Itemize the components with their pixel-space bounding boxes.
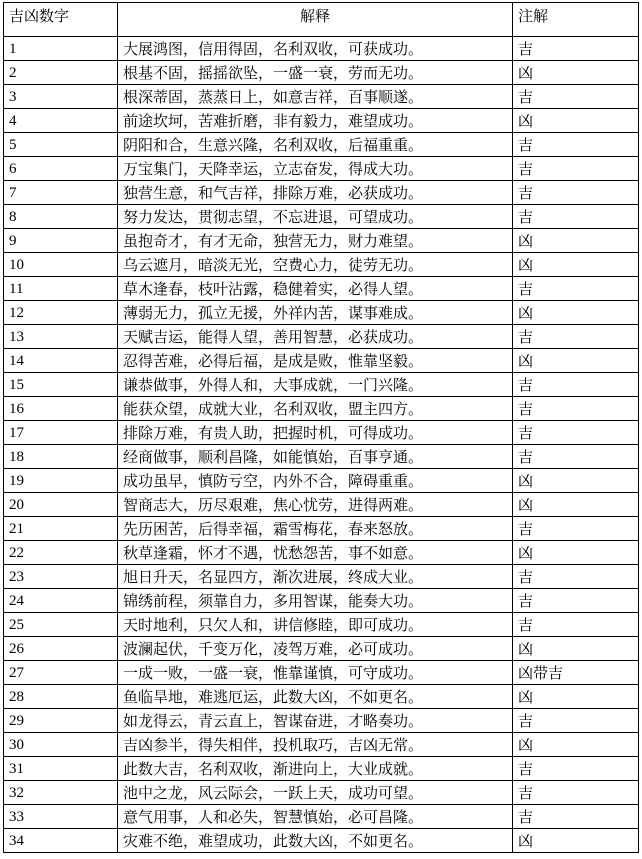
meaning-cell: 草木逢春，枝叶沾露，稳健着实，必得人望。: [118, 277, 513, 301]
table-row: [4, 709, 639, 733]
number-cell: 12: [4, 301, 118, 325]
meaning-cell: 大展鸿图，信用得固，名利双收，可获成功。: [118, 37, 513, 61]
table-row: [4, 229, 639, 253]
number-cell: 24: [4, 589, 118, 613]
number-cell: 16: [4, 397, 118, 421]
note-cell: 吉: [513, 205, 639, 229]
table-row: [4, 637, 639, 661]
number-cell: 3: [4, 85, 118, 109]
table-row: [4, 277, 639, 301]
number-cell: 17: [4, 421, 118, 445]
number-cell: 8: [4, 205, 118, 229]
note-cell: 凶: [513, 493, 639, 517]
note-cell: 凶: [513, 637, 639, 661]
note-cell: 吉: [513, 781, 639, 805]
note-cell: 凶带吉: [513, 661, 639, 685]
meaning-cell: 能获众望，成就大业，名利双收，盟主四方。: [118, 397, 513, 421]
meaning-cell: 成功虽早，慎防亏空，内外不合，障碍重重。: [118, 469, 513, 493]
table-row: [4, 517, 639, 541]
note-cell: 凶: [513, 685, 639, 709]
table-row: [4, 181, 639, 205]
meaning-cell: 经商做事，顺利昌隆，如能慎始，百事亨通。: [118, 445, 513, 469]
table-row: [4, 85, 639, 109]
meaning-cell: 根基不固，摇摇欲坠，一盛一衰，劳而无功。: [118, 61, 513, 85]
number-cell: 29: [4, 709, 118, 733]
number-cell: 32: [4, 781, 118, 805]
note-cell: 凶: [513, 349, 639, 373]
table-row: [4, 733, 639, 757]
meaning-cell: 天赋吉运，能得人望，善用智慧，必获成功。: [118, 325, 513, 349]
meaning-cell: 一成一败，一盛一衰，惟靠谨慎，可守成功。: [118, 661, 513, 685]
table-row: [4, 157, 639, 181]
note-cell: 吉: [513, 589, 639, 613]
number-cell: 10: [4, 253, 118, 277]
meaning-cell: 锦绣前程，须靠自力，多用智谋，能奏大功。: [118, 589, 513, 613]
number-cell: 30: [4, 733, 118, 757]
table-row: [4, 373, 639, 397]
note-cell: 吉: [513, 613, 639, 637]
number-cell: 26: [4, 637, 118, 661]
table-row: [4, 469, 639, 493]
note-cell: 吉: [513, 805, 639, 829]
table-row: [4, 613, 639, 637]
meaning-cell: 此数大吉，名利双收，渐进向上，大业成就。: [118, 757, 513, 781]
meaning-cell: 薄弱无力，孤立无援，外祥内苦，谋事难成。: [118, 301, 513, 325]
note-cell: 凶: [513, 541, 639, 565]
meaning-cell: 波澜起伏，千变万化，凌驾万难，必可成功。: [118, 637, 513, 661]
note-cell: 凶: [513, 829, 639, 853]
number-cell: 4: [4, 109, 118, 133]
table-row: [4, 421, 639, 445]
number-cell: 31: [4, 757, 118, 781]
number-cell: 6: [4, 157, 118, 181]
number-cell: 19: [4, 469, 118, 493]
table-row: [4, 205, 639, 229]
table-row: [4, 445, 639, 469]
note-cell: 凶: [513, 301, 639, 325]
table-row: [4, 325, 639, 349]
meaning-cell: 吉凶参半，得失相伴，投机取巧，吉凶无常。: [118, 733, 513, 757]
meaning-cell: 意气用事，人和必失，智慧慎始，必可昌隆。: [118, 805, 513, 829]
header-row: [4, 3, 639, 37]
meaning-cell: 前途坎坷，苦难折磨，非有毅力，难望成功。: [118, 109, 513, 133]
note-cell: 吉: [513, 181, 639, 205]
table-row: [4, 397, 639, 421]
number-cell: 2: [4, 61, 118, 85]
table-row: [4, 565, 639, 589]
note-cell: 凶: [513, 469, 639, 493]
meaning-cell: 乌云遮月，暗淡无光，空费心力，徒劳无功。: [118, 253, 513, 277]
meaning-cell: 根深蒂固，蒸蒸日上，如意吉祥，百事顺遂。: [118, 85, 513, 109]
number-cell: 28: [4, 685, 118, 709]
note-cell: 凶: [513, 733, 639, 757]
meaning-cell: 独营生意，和气吉祥，排除万难，必获成功。: [118, 181, 513, 205]
number-cell: 25: [4, 613, 118, 637]
note-cell: 吉: [513, 709, 639, 733]
number-cell: 11: [4, 277, 118, 301]
table-row: [4, 541, 639, 565]
number-cell: 5: [4, 133, 118, 157]
table-row: [4, 61, 639, 85]
table-body: [4, 37, 639, 853]
number-cell: 18: [4, 445, 118, 469]
number-cell: 23: [4, 565, 118, 589]
note-cell: 吉: [513, 421, 639, 445]
number-cell: 33: [4, 805, 118, 829]
table-row: [4, 253, 639, 277]
number-cell: 14: [4, 349, 118, 373]
note-cell: 吉: [513, 325, 639, 349]
meaning-cell: 先历困苦，后得幸福，霜雪梅花，春来怒放。: [118, 517, 513, 541]
meaning-cell: 排除万难，有贵人助，把握时机，可得成功。: [118, 421, 513, 445]
table-row: [4, 589, 639, 613]
meaning-cell: 智商志大，历尽艰难，焦心忧劳，进得两难。: [118, 493, 513, 517]
meaning-cell: 旭日升天，名显四方，渐次进展，终成大业。: [118, 565, 513, 589]
number-cell: 15: [4, 373, 118, 397]
table-row: [4, 757, 639, 781]
meaning-cell: 天时地利，只欠人和，讲信修睦，即可成功。: [118, 613, 513, 637]
number-cell: 7: [4, 181, 118, 205]
note-cell: 吉: [513, 157, 639, 181]
table-row: [4, 805, 639, 829]
number-cell: 13: [4, 325, 118, 349]
table-row: [4, 301, 639, 325]
meaning-cell: 秋草逢霜，怀才不遇，忧愁怨苦，事不如意。: [118, 541, 513, 565]
meaning-cell: 池中之龙，风云际会，一跃上天，成功可望。: [118, 781, 513, 805]
meaning-cell: 鱼临旱地，难逃厄运，此数大凶，不如更名。: [118, 685, 513, 709]
note-cell: 凶: [513, 229, 639, 253]
table-row: [4, 781, 639, 805]
note-cell: 吉: [513, 565, 639, 589]
header-note: 注解: [513, 3, 639, 37]
meaning-cell: 阴阳和合，生意兴隆，名利双收，后福重重。: [118, 133, 513, 157]
number-cell: 9: [4, 229, 118, 253]
header-number: 吉凶数字: [4, 3, 118, 37]
meaning-cell: 虽抱奇才，有才无命，独营无力，财力难望。: [118, 229, 513, 253]
meaning-cell: 万宝集门，天降幸运，立志奋发，得成大功。: [118, 157, 513, 181]
meaning-cell: 忍得苦难，必得后福，是成是败，惟靠坚毅。: [118, 349, 513, 373]
header-meaning: 解释: [118, 3, 513, 37]
table-row: [4, 829, 639, 853]
note-cell: 吉: [513, 445, 639, 469]
number-cell: 21: [4, 517, 118, 541]
note-cell: 吉: [513, 85, 639, 109]
table-row: [4, 661, 639, 685]
note-cell: 凶: [513, 109, 639, 133]
table-row: [4, 349, 639, 373]
number-cell: 27: [4, 661, 118, 685]
meaning-cell: 如龙得云，青云直上，智谋奋进，才略奏功。: [118, 709, 513, 733]
meaning-cell: 灾难不绝，难望成功，此数大凶，不如更名。: [118, 829, 513, 853]
table-row: [4, 493, 639, 517]
number-cell: 20: [4, 493, 118, 517]
note-cell: 凶: [513, 61, 639, 85]
note-cell: 吉: [513, 373, 639, 397]
number-cell: 1: [4, 37, 118, 61]
note-cell: 吉: [513, 277, 639, 301]
table-row: [4, 685, 639, 709]
note-cell: 吉: [513, 133, 639, 157]
number-cell: 34: [4, 829, 118, 853]
table-row: [4, 37, 639, 61]
number-cell: 22: [4, 541, 118, 565]
table-row: [4, 133, 639, 157]
meaning-cell: 谦恭做事，外得人和，大事成就，一门兴隆。: [118, 373, 513, 397]
note-cell: 吉: [513, 37, 639, 61]
meaning-cell: 努力发达，贯彻志望，不忘进退，可望成功。: [118, 205, 513, 229]
note-cell: 吉: [513, 397, 639, 421]
note-cell: 吉: [513, 757, 639, 781]
note-cell: 吉: [513, 517, 639, 541]
fortune-number-table: [3, 2, 639, 853]
table-row: [4, 109, 639, 133]
note-cell: 凶: [513, 253, 639, 277]
